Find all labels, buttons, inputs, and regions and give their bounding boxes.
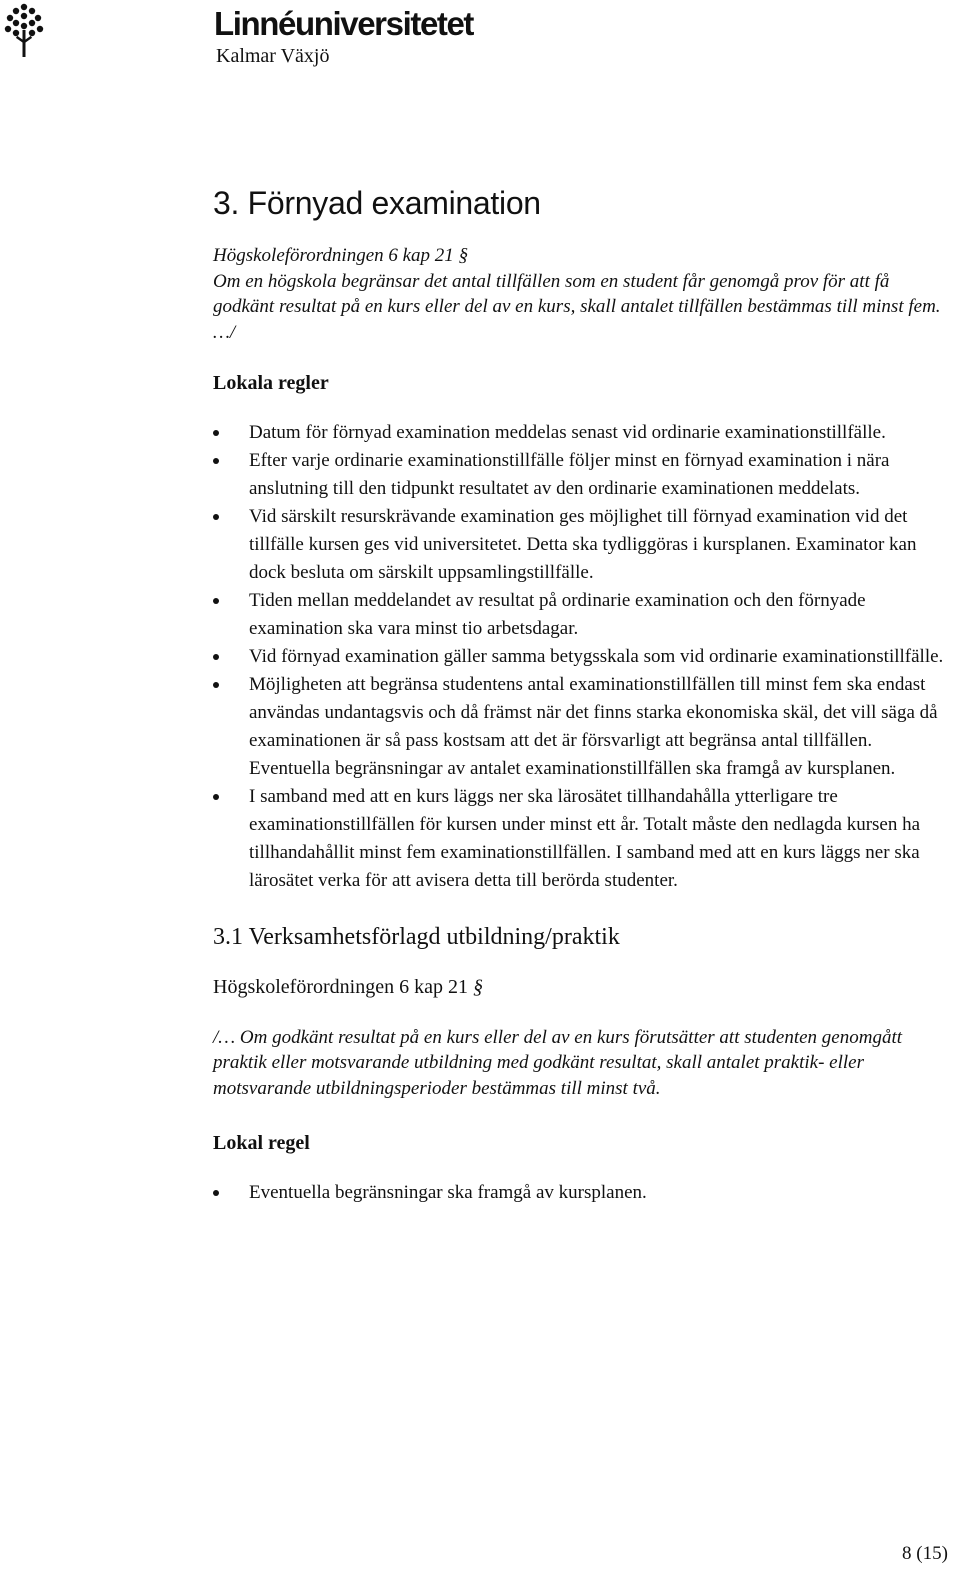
ordinance-text: /… Om godkänt resultat på en kurs eller del av en kurs förutsätter att studenten genomgått praktik eller motsvarande utbildning med godkänt resultat, skall antalet praktik- eller motsvarande utbildningsperioder bestämmas till minst två. <box>213 1026 903 1099</box>
bullet-icon <box>213 430 219 436</box>
local-rule-heading: Lokal regel <box>213 1132 310 1154</box>
section-sign: § <box>458 245 469 266</box>
rule-text: I samband med att en kurs läggs ner ska lärosätet tillhandahålla ytterligare tre examinationstillfällen för kursen under minst ett år. Totalt måste den nedlagda kursen ha tillhandahållit minst fem examinationstillfällen. I samband med att en kurs läggs ner ska lärosätet verka för att avisera detta till berörda studenter. <box>249 786 921 891</box>
ordinance-reference <box>213 243 953 269</box>
bullet-icon <box>213 1190 219 1196</box>
logo-wordmark: Linnéuniversitetet <box>214 5 474 42</box>
rule-text: Eventuella begränsningar ska framgå av kursplanen. <box>249 1182 647 1203</box>
rule-text: Vid särskilt resurskrävande examination ges möjlighet till förnyad examination vid det tillfälle kursen ges vid universitetet. Detta ska tydliggöras i kursplanen. Examinator kan dock besluta om särskilt uppsamlingstillfälle. <box>249 506 917 583</box>
rule-item <box>213 503 953 587</box>
logo-cities: Kalmar Växjö <box>216 45 330 67</box>
bullet-icon <box>213 458 219 464</box>
rule-item <box>213 783 953 895</box>
local-rules-list <box>213 419 953 895</box>
ordinance-reference-text: Högskoleförordningen 6 kap 21 <box>213 976 468 998</box>
rule-text: Efter varje ordinarie examinationstillfälle följer minst en förnyad examination i nära anslutning till den tidpunkt resultatet av den ordinarie examinationen meddelats. <box>249 450 890 499</box>
rule-item <box>213 1179 953 1207</box>
rule-text: Datum för förnyad examination meddelas senast vid ordinarie examinationstillfälle. <box>249 422 886 443</box>
page-number: 8 (15) <box>902 1543 948 1564</box>
rule-text: Möjligheten att begränsa studentens antal examinationstillfällen till minst fem ska endast användas undantagsvis och då främst när det finns starka ekonomiska skäl, det vill säga då examinationen är så pass kostsam att det är försvarligt att begränsa antal tillfällen. Eventuella begränsningar av antalet examinationstillfällen ska framgå av kursplanen. <box>249 674 938 779</box>
section-3-heading: 3. Förnyad examination <box>213 185 541 221</box>
rule-item <box>213 643 953 671</box>
section-3-ordinance-quote <box>213 243 953 345</box>
local-rule-list <box>213 1179 953 1207</box>
ordinance-text: Om en högskola begränsar det antal tillfällen som en student får genomgå prov för att få godkänt resultat på en kurs eller del av en kurs, skall antalet tillfällen bestämmas till minst fem. …/ <box>213 270 941 343</box>
section-3-1-ordinance-quote <box>213 975 953 1101</box>
tree-logo-icon <box>4 2 44 58</box>
rule-item <box>213 419 953 447</box>
section-sign: § <box>472 976 483 998</box>
bullet-icon <box>213 514 219 520</box>
bullet-icon <box>213 654 219 660</box>
ordinance-reference-text: Högskoleförordningen 6 kap 21 <box>213 245 454 266</box>
rule-item <box>213 587 953 643</box>
document-body <box>213 181 953 1207</box>
rule-item <box>213 671 953 783</box>
ordinance-reference <box>213 975 953 1001</box>
section-3-1-heading: 3.1 Verksamhetsförlagd utbildning/praktik <box>213 924 620 950</box>
bullet-icon <box>213 682 219 688</box>
rule-item <box>213 447 953 503</box>
bullet-icon <box>213 794 219 800</box>
rule-text: Tiden mellan meddelandet av resultat på ordinarie examination och den förnyade examination ska vara minst tio arbetsdagar. <box>249 590 866 639</box>
bullet-icon <box>213 598 219 604</box>
local-rules-heading: Lokala regler <box>213 372 329 394</box>
rule-text: Vid förnyad examination gäller samma betygsskala som vid ordinarie examinationstillfälle. <box>249 646 944 667</box>
